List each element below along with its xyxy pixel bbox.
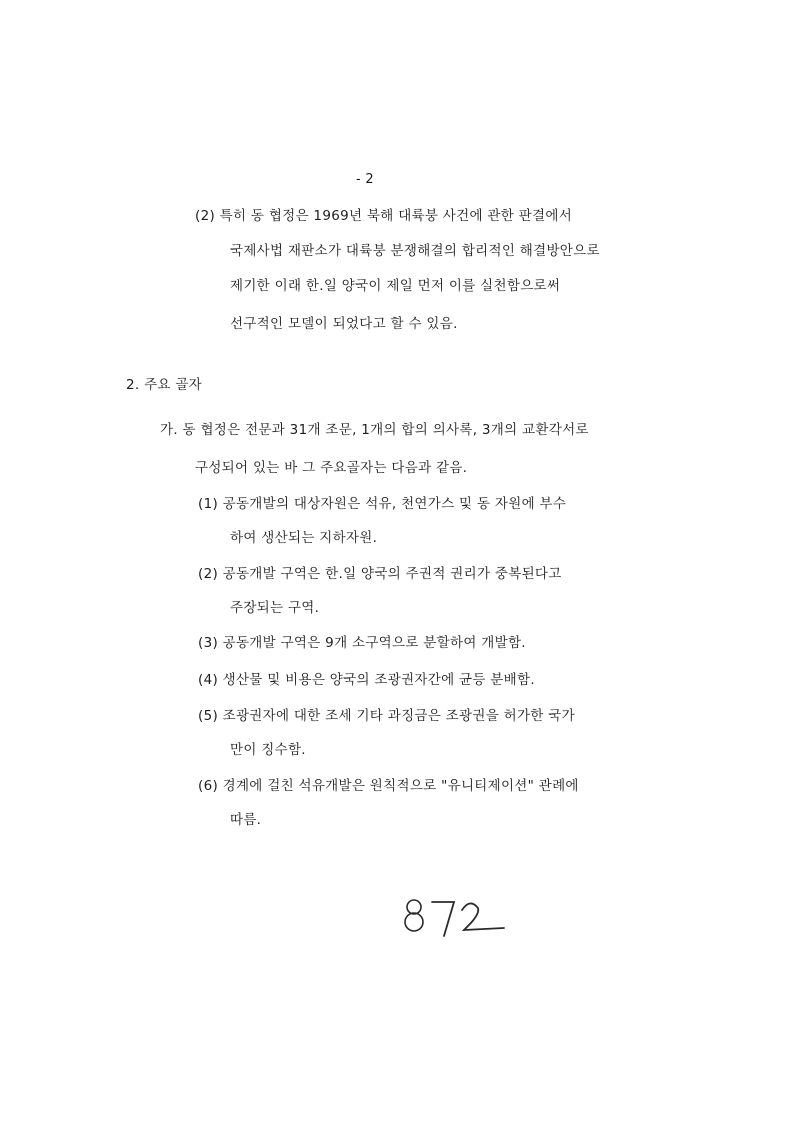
handwritten-872-drawing (400, 896, 510, 940)
sub-item-1-line-1: (1) 공동개발의 대상자원은 석유, 천연가스 및 동 자원에 부수 (198, 496, 567, 512)
item-ga-line-2: 구성되어 있는 바 그 주요골자는 다음과 같음. (195, 460, 468, 476)
paragraph-2-line-3: 제기한 이래 한.일 양국이 제일 먼저 이를 실천함으로써 (230, 278, 561, 294)
page-number: - 2 (356, 172, 374, 187)
sub-item-5-line-1: (5) 조광권자에 대한 조세 기타 과징금은 조광권을 허가한 국가 (198, 708, 575, 724)
section-heading: 2. 주요 골자 (126, 377, 203, 393)
sub-item-6-line-1: (6) 경계에 걸친 석유개발은 원칙적으로 "유니티제이션" 관례에 (198, 778, 579, 794)
sub-item-6-line-2: 따름. (230, 812, 262, 828)
paragraph-2-line-2: 국제사법 재판소가 대륙붕 분쟁해결의 합리적인 해결방안으로 (230, 243, 600, 259)
paragraph-2-line-4: 선구적인 모델이 되었다고 할 수 있음. (230, 316, 458, 332)
sub-item-4-line-1: (4) 생산물 및 비용은 양국의 조광권자간에 균등 분배함. (198, 672, 535, 688)
handwritten-page-number (400, 896, 510, 944)
sub-item-1-line-2: 하여 생산되는 지하자원. (230, 530, 378, 546)
sub-item-2-line-1: (2) 공동개발 구역은 한.일 양국의 주권적 권리가 중복된다고 (198, 566, 562, 582)
sub-item-3-line-1: (3) 공동개발 구역은 9개 소구역으로 분할하여 개발함. (198, 635, 526, 651)
paragraph-2-line-1: (2) 특히 동 협정은 1969년 북해 대륙붕 사건에 관한 판결에서 (195, 208, 573, 224)
item-ga-line-1: 가. 동 협정은 전문과 31개 조문, 1개의 합의 의사록, 3개의 교환각서로 (160, 422, 589, 438)
sub-item-5-line-2: 만이 징수함. (230, 742, 306, 758)
sub-item-2-line-2: 주장되는 구역. (230, 600, 320, 616)
